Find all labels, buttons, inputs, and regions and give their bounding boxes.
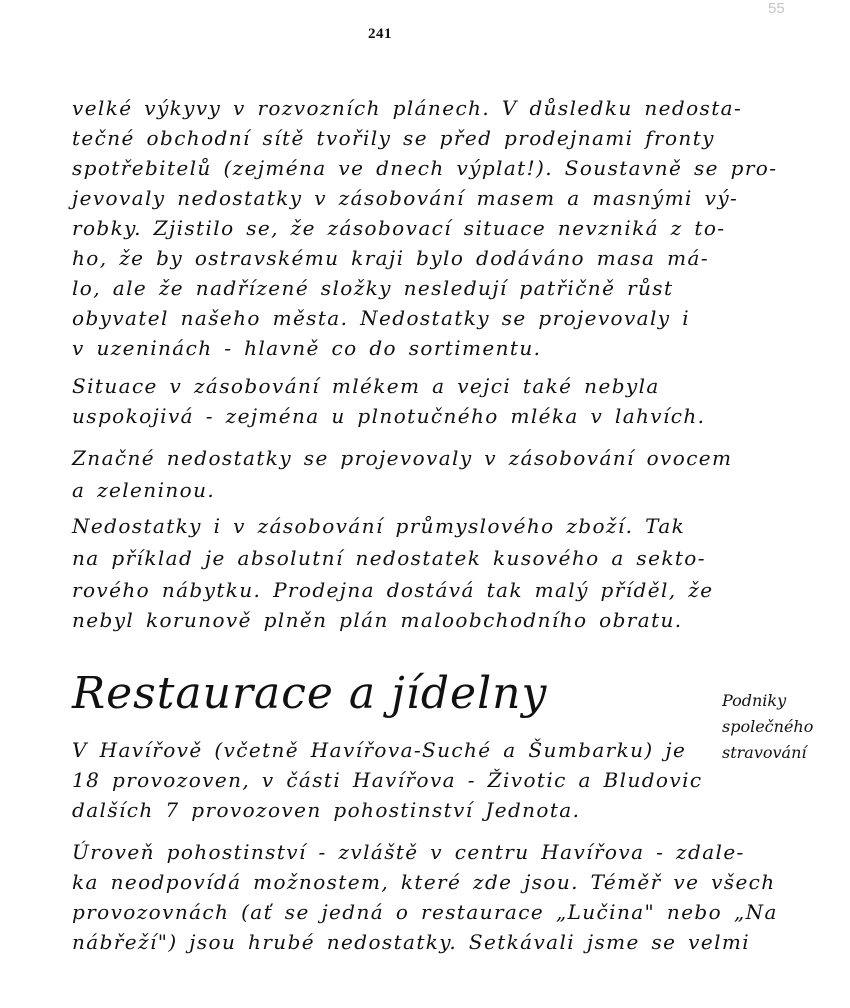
text-line: a zeleninou. [72, 478, 216, 502]
text-line: rového nábytku. Prodejna dostává tak malý příděl, že [72, 578, 714, 602]
text-line: tečné obchodní sítě tvořily se před prodejnami fronty [72, 126, 715, 150]
text-line: dalších 7 provozoven pohostinství Jednota. [72, 798, 581, 822]
page-number: 241 [368, 26, 392, 42]
text-line: Nedostatky i v zásobování průmyslového zboží. Tak [72, 514, 686, 538]
text-line: na příklad je absolutní nedostatek kusového a sekto- [72, 546, 706, 570]
margin-note [722, 688, 850, 766]
text-line: jevovaly nedostatky v zásobování masem a masnými vý- [72, 186, 739, 210]
archive-number: 55 [768, 0, 785, 17]
text-line: ho, že by ostravskému kraji bylo dodáváno masa má- [72, 246, 709, 270]
margin-note-line: Podniky [722, 691, 787, 710]
text-line: uspokojivá - zejména u plnotučného mléka v lahvích. [72, 404, 706, 428]
text-line: Úroveň pohostinství - zvláště v centru Havířova - zdale- [72, 840, 745, 864]
text-line: provozovnách (ať se jedná o restaurace „Lučina" nebo „Na [72, 900, 778, 924]
text-line: velké výkyvy v rozvozních plánech. V důsledku nedosta- [72, 96, 743, 120]
text-line: robky. Zjistilo se, že zásobovací situace nevzniká z to- [72, 216, 726, 240]
text-line: 18 provozoven, v části Havířova - Životic a Bludovic [72, 768, 703, 792]
text-line: nábřeží") jsou hrubé nedostatky. Setkávali jsme se velmi [72, 930, 751, 954]
text-line: V Havířově (včetně Havířova-Suché a Šumbarku) je [72, 738, 687, 762]
text-line: nebyl korunově plněn plán maloobchodního obratu. [72, 608, 683, 632]
margin-note-line: společného [722, 717, 814, 736]
text-line: ka neodpovídá možnostem, které zde jsou. Téměř ve všech [72, 870, 776, 894]
text-line: lo, ale že nadřízené složky nesledují patřičně růst [72, 276, 674, 300]
margin-note-line: stravování [722, 743, 807, 762]
text-line: spotřebitelů (zejména ve dnech výplat!). Soustavně se pro- [72, 156, 778, 180]
text-line: Značné nedostatky se projevovaly v zásobování ovocem [72, 446, 733, 470]
section-heading: Restaurace a jídelny [72, 668, 548, 719]
text-line: v uzeninách - hlavně co do sortimentu. [72, 336, 542, 360]
text-line: Situace v zásobování mlékem a vejci také nebyla [72, 374, 660, 398]
text-line: obyvatel našeho města. Nedostatky se projevovaly i [72, 306, 691, 330]
